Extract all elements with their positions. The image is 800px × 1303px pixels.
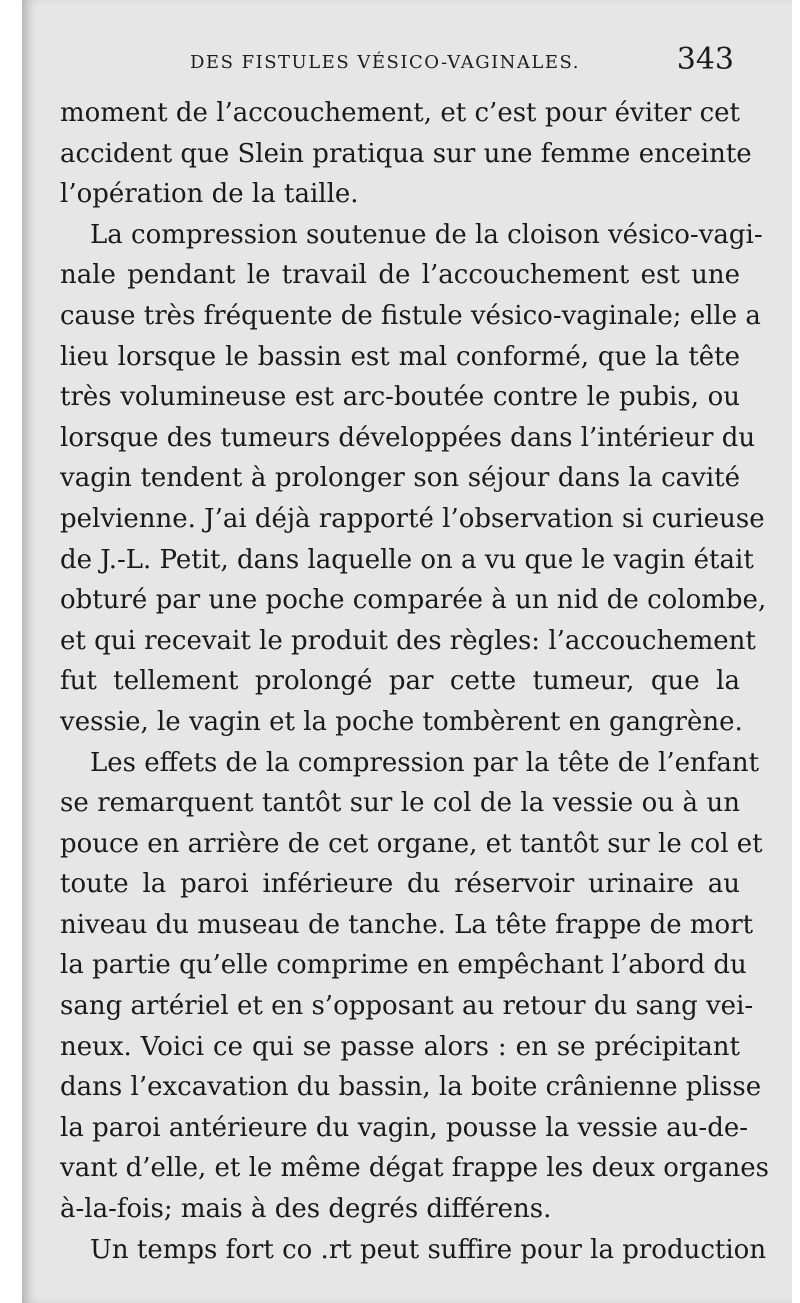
text-line: accident que Slein pratiqua sur une femme enceinte [60, 138, 752, 169]
text-line: obturé par une poche comparée à un nid de colombe, [60, 585, 767, 616]
text-line: fut tellement prolongé par cette tumeur, que la [60, 666, 740, 697]
text-line: moment de l’accouchement, et c’est pour éviter cet [60, 98, 740, 128]
text-line: vessie, le vagin et la poche tombèrent en gangrène. [60, 706, 743, 737]
text-line: cause très fréquente de fistule vésico-vaginale; elle a [60, 300, 761, 331]
running-title: DES FISTULES VÉSICO-VAGINALES. [190, 52, 580, 73]
body-text [60, 93, 769, 1270]
text-line: très volumineuse est arc-boutée contre le pubis, ou [60, 382, 740, 413]
page-header [22, 40, 792, 80]
text-line: sang artériel et en s’opposant au retour du sang vei- [60, 991, 754, 1022]
text-line: pouce en arrière de cet organe, et tantôt sur le col et [60, 828, 763, 859]
text-line: la paroi antérieure du vagin, pousse la vessie au-de- [60, 1112, 749, 1143]
text-line: toute la paroi inférieure du réservoir urinaire au [60, 869, 740, 900]
text-line: Les effets de la compression par la tête de l’enfant [90, 747, 760, 778]
text-line: lorsque des tumeurs développées dans l’intérieur du [60, 422, 756, 453]
text-line: pelvienne. J’ai déjà rapporté l’observation si curieuse [60, 503, 765, 534]
text-line: Un temps fort co .rt peut suffire pour la production [90, 1234, 767, 1265]
text-line: La compression soutenue de la cloison vésico-vagi- [90, 219, 763, 250]
text-line: se remarquent tantôt sur le col de la vessie ou à un [60, 788, 740, 819]
text-line: dans l’excavation du bassin, la boite crânienne plisse [60, 1072, 762, 1103]
book-page [22, 0, 792, 1303]
text-line: et qui recevait le produit des règles: l’accouchement [60, 625, 756, 656]
text-line: nale pendant le travail de l’accouchement est une [60, 260, 740, 291]
text-line: de J.-L. Petit, dans laquelle on a vu que le vagin était [60, 544, 754, 575]
text-line: la partie qu’elle comprime en empêchant l’abord du [60, 950, 747, 981]
text-line: neux. Voici ce qui se passe alors : en se précipitant [60, 1031, 740, 1062]
text-line: l’opération de la taille. [60, 179, 359, 210]
text-line: vagin tendent à prolonger son séjour dans la cavité [60, 463, 740, 494]
text-line: vant d’elle, et le même dégat frappe les deux organes [60, 1153, 769, 1184]
text-line: à-la-fois; mais à des degrés différens. [60, 1194, 552, 1225]
page-number: 343 [676, 42, 734, 77]
text-line: lieu lorsque le bassin est mal conformé, que la tête [60, 341, 740, 372]
text-line: niveau du museau de tanche. La tête frappe de mort [60, 909, 754, 940]
